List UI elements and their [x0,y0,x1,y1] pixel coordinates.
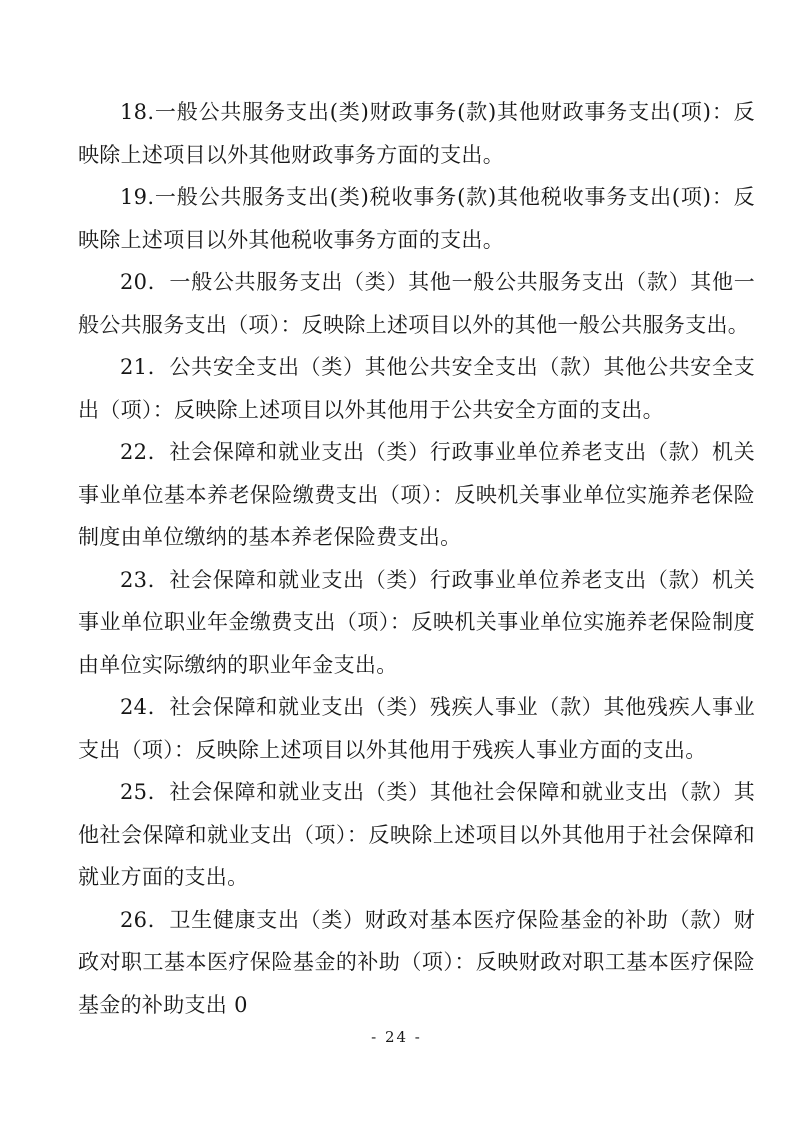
paragraph-23: 23．社会保障和就业支出（类）行政事业单位养老支出（款）机关事业单位职业年金缴费支出（项）：反映机关事业单位实施养老保险制度由单位实际缴纳的职业年金支出。 [78,567,755,677]
paragraph-21: 21．公共安全支出（类）其他公共安全支出（款）其他公共安全支出（项）：反映除上述项目以外其他用于公共安全方面的支出。 [78,355,755,422]
page-number: - 24 - [371,1028,422,1046]
paragraph-20: 20．一般公共服务支出（类）其他一般公共服务支出（款）其他一般公共服务支出（项）：反映除上述项目以外的其他一般公共服务支出。 [78,270,755,337]
paragraph-19: 19.一般公共服务支出(类)税收事务(款)其他税收事务支出(项)：反映除上述项目以外其他税收事务方面的支出。 [78,185,755,252]
paragraph-18: 18.一般公共服务支出(类)财政事务(款)其他财政事务支出(项)：反映除上述项目以外其他财政事务方面的支出。 [78,100,755,167]
paragraph-25: 25．社会保障和就业支出（类）其他社会保障和就业支出（款）其他社会保障和就业支出（项）：反映除上述项目以外其他用于社会保障和就业方面的支出。 [78,780,755,889]
paragraph-24: 24．社会保障和就业支出（类）残疾人事业（款）其他残疾人事业支出（项）：反映除上述项目以外其他用于残疾人事业方面的支出。 [78,695,755,762]
paragraph-26: 26．卫生健康支出（类）财政对基本医疗保险基金的补助（款）财政对职工基本医疗保险基金的补助（项）：反映财政对职工基本医疗保险基金的补助支出 0 [78,907,755,1017]
paragraph-22: 22．社会保障和就业支出（类）行政事业单位养老支出（款）机关事业单位基本养老保险缴费支出（项）：反映机关事业单位实施养老保险制度由单位缴纳的基本养老保险费支出。 [78,440,755,549]
document-body [78,91,755,1026]
